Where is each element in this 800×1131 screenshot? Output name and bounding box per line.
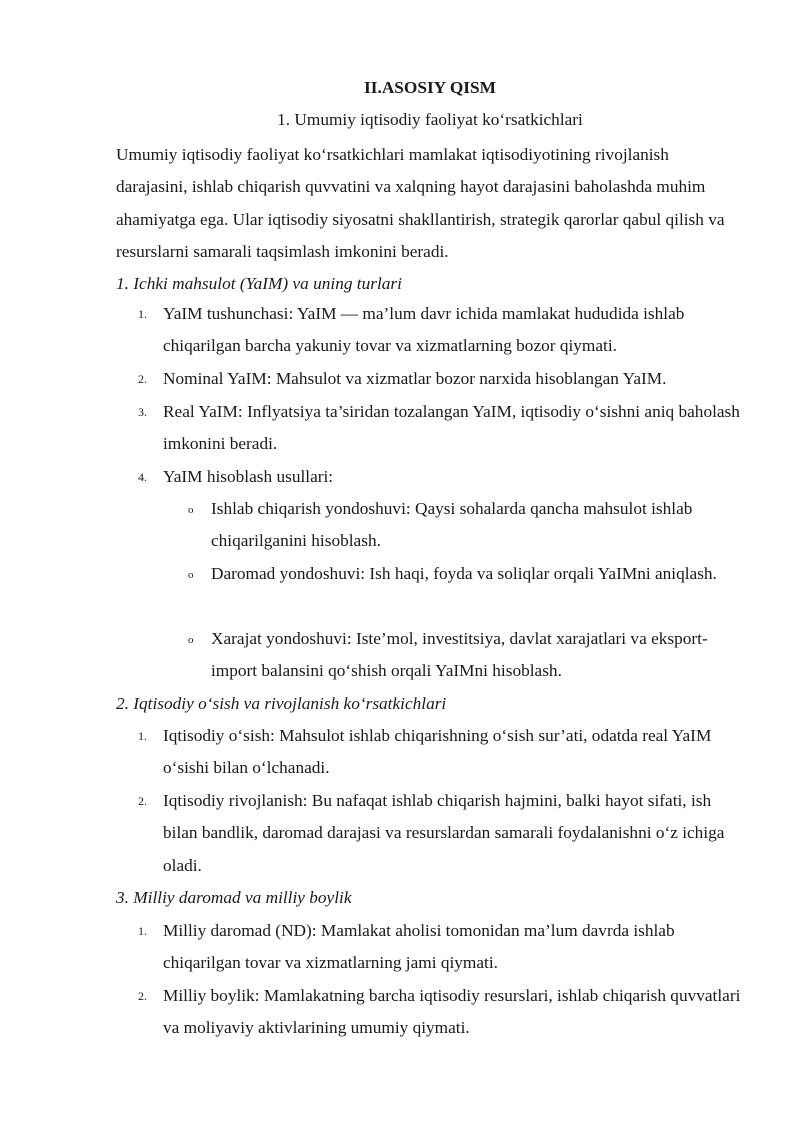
list-number: 1. xyxy=(138,307,147,321)
list-number: 2. xyxy=(138,794,147,808)
sub-list-item xyxy=(116,493,746,558)
list-item xyxy=(116,363,746,395)
list-item-text: Milliy boylik: Mamlakatning barcha iqtisodiy resurslari, ishlab chiqarish quvvatlari va moliyaviy aktivlarining umumiy qiymati. xyxy=(163,986,741,1038)
list-item-text: Milliy daromad (ND): Mamlakat aholisi tomonidan ma’lum davrda ishlab chiqarilgan tovar va xizmatlarning jami qiymati. xyxy=(163,921,675,973)
list-item-text: Nominal YaIM: Mahsulot va xizmatlar bozor narxida hisoblangan YaIM. xyxy=(163,369,667,388)
sub-list-item xyxy=(116,623,746,688)
list-number: 2. xyxy=(138,989,147,1003)
list-number: 1. xyxy=(138,729,147,743)
list-item xyxy=(116,396,746,461)
section-heading-1: 1. Ichki mahsulot (YaIM) va uning turlari xyxy=(116,274,402,293)
bullet-marker: o xyxy=(188,504,194,516)
bullet-marker: o xyxy=(188,569,194,581)
section-heading-3: 3. Milliy daromad va milliy boylik xyxy=(116,888,352,907)
section-heading-2: 2. Iqtisodiy o‘sish va rivojlanish ko‘rsatkichlari xyxy=(116,694,447,713)
list-item xyxy=(116,720,746,785)
section-subtitle: 1. Umumiy iqtisodiy faoliyat ko‘rsatkichlari xyxy=(277,110,583,129)
list-number: 4. xyxy=(138,470,147,484)
list-number: 1. xyxy=(138,924,147,938)
list-item xyxy=(116,980,746,1045)
list-item xyxy=(116,298,746,363)
bullet-marker: o xyxy=(188,634,194,646)
list-item xyxy=(116,785,746,882)
list-item-text: YaIM hisoblash usullari: xyxy=(163,467,334,486)
list-item-text: Iqtisodiy rivojlanish: Bu nafaqat ishlab chiqarish hajmini, balki hayot sifati, ish bilan bandlik, daromad darajasi va resurslardan samarali foydalanishni o‘z ichiga oladi. xyxy=(163,791,725,875)
list-item xyxy=(116,915,746,980)
sub-list-item-text: Xarajat yondoshuvi: Iste’mol, investitsiya, davlat xarajatlari va eksport-import balansini qo‘shish orqali YaIMni hisoblash. xyxy=(211,629,708,681)
list-number: 2. xyxy=(138,372,147,386)
page-title: II.ASOSIY QISM xyxy=(364,78,496,97)
sub-list-item-text: Daromad yondoshuvi: Ish haqi, foyda va soliqlar orqali YaIMni aniqlash. xyxy=(211,564,717,583)
list-number: 3. xyxy=(138,405,147,419)
list-item-text: Real YaIM: Inflyatsiya ta’siridan tozalangan YaIM, iqtisodiy o‘sishni aniq baholash imkonini beradi. xyxy=(163,402,740,454)
list-item-text: Iqtisodiy o‘sish: Mahsulot ishlab chiqarishning o‘sish sur’ati, odatda real YaIM o‘sishi bilan o‘lchanadi. xyxy=(163,726,712,778)
list-item-text: YaIM tushunchasi: YaIM — ma’lum davr ichida mamlakat hududida ishlab chiqarilgan barcha yakuniy tovar va xizmatlarning bozor qiymati. xyxy=(163,304,685,356)
list-item xyxy=(116,461,746,493)
sub-list-item xyxy=(116,558,746,590)
sub-list-item-text: Ishlab chiqarish yondoshuvi: Qaysi sohalarda qancha mahsulot ishlab chiqarilganini hisoblash. xyxy=(211,499,693,551)
intro-paragraph: Umumiy iqtisodiy faoliyat ko‘rsatkichlari mamlakat iqtisodiyotining rivojlanish darajasini, ishlab chiqarish quvvatini va xalqning hayot darajasini baholashda muhim ahamiyatga ega. Ular iqtisodiy siyosatni shakllantirish, strategik qarorlar qabul qilish va resurslarni samarali taqsimlash imkonini beradi. xyxy=(116,145,725,261)
